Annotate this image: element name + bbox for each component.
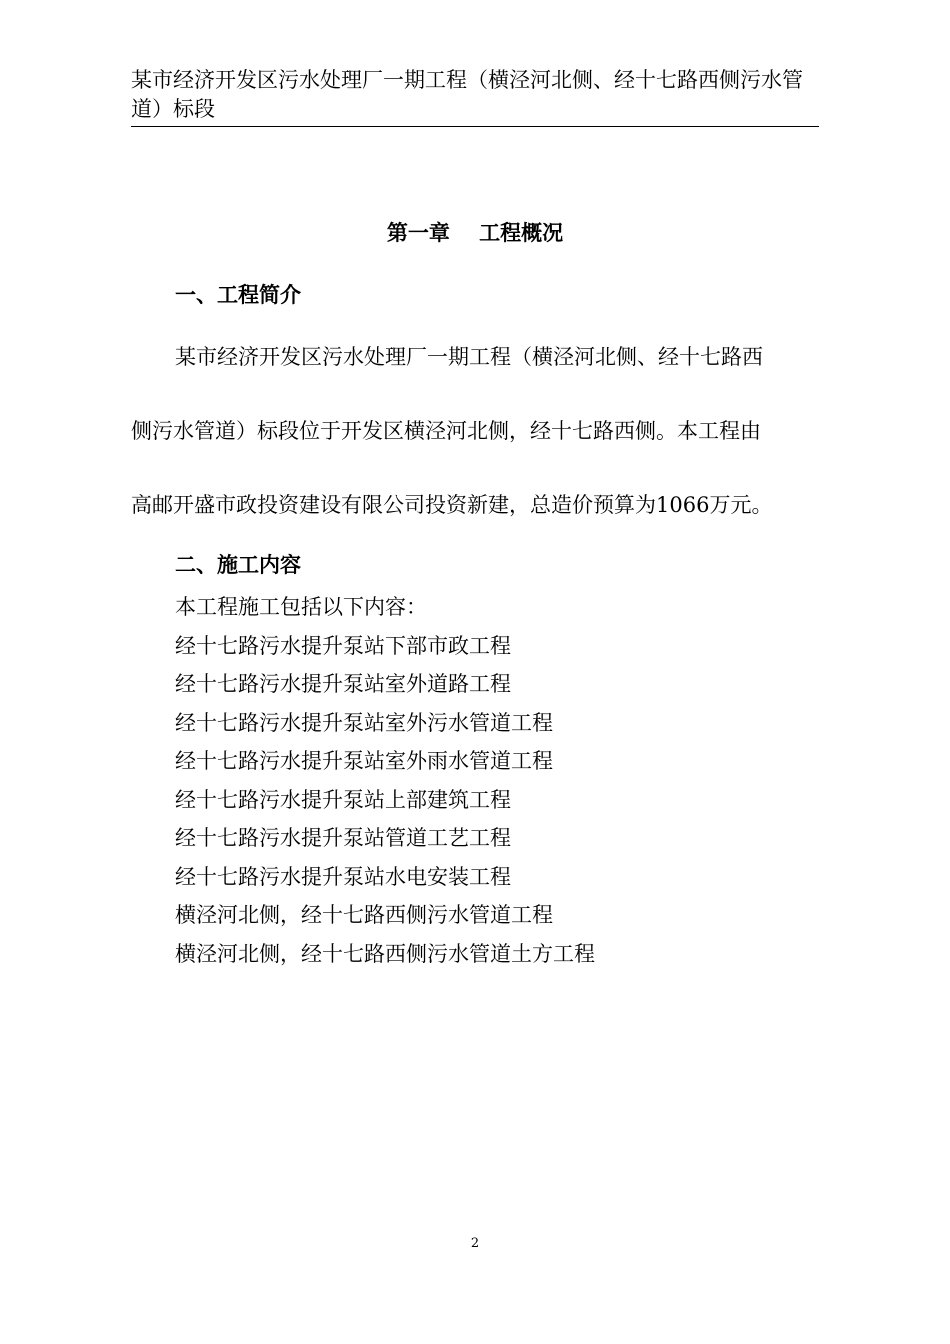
chapter-title: 第一章 工程概况 [386,220,564,245]
list-item: 横泾河北侧，经十七路西侧污水管道工程 [175,903,553,927]
list-item: 经十七路污水提升泵站室外道路工程 [175,672,511,696]
intro-paragraph-line-2: 侧污水管道）标段位于开发区横泾河北侧，经十七路西侧。本工程由 [131,419,761,443]
intro-paragraph-line-3: 高邮开盛市政投资建设有限公司投资新建，总造价预算为1066万元。 [131,493,773,517]
section-heading-project-intro: 一、工程简介 [175,282,301,307]
list-item: 经十七路污水提升泵站上部建筑工程 [175,787,511,812]
list-item: 经十七路污水提升泵站管道工艺工程 [175,826,511,850]
list-item: 经十七路污水提升泵站水电安装工程 [175,864,511,889]
list-item: 本工程施工包括以下内容： [175,595,427,619]
section-heading-construction-content: 二、施工内容 [175,552,301,577]
page-header: 某市经济开发区污水处理厂一期工程（横泾河北侧、经十七路西侧污水管道）标段 [131,66,819,127]
list-item: 经十七路污水提升泵站室外污水管道工程 [175,710,553,735]
intro-paragraph-line-1: 某市经济开发区污水处理厂一期工程（横泾河北侧、经十七路西 [175,345,763,369]
list-item: 经十七路污水提升泵站下部市政工程 [175,633,511,658]
page-number: 2 [470,1236,480,1251]
list-item: 横泾河北侧，经十七路西侧污水管道土方工程 [175,941,595,966]
list-item: 经十七路污水提升泵站室外雨水管道工程 [175,749,553,773]
construction-content-list [175,588,595,973]
